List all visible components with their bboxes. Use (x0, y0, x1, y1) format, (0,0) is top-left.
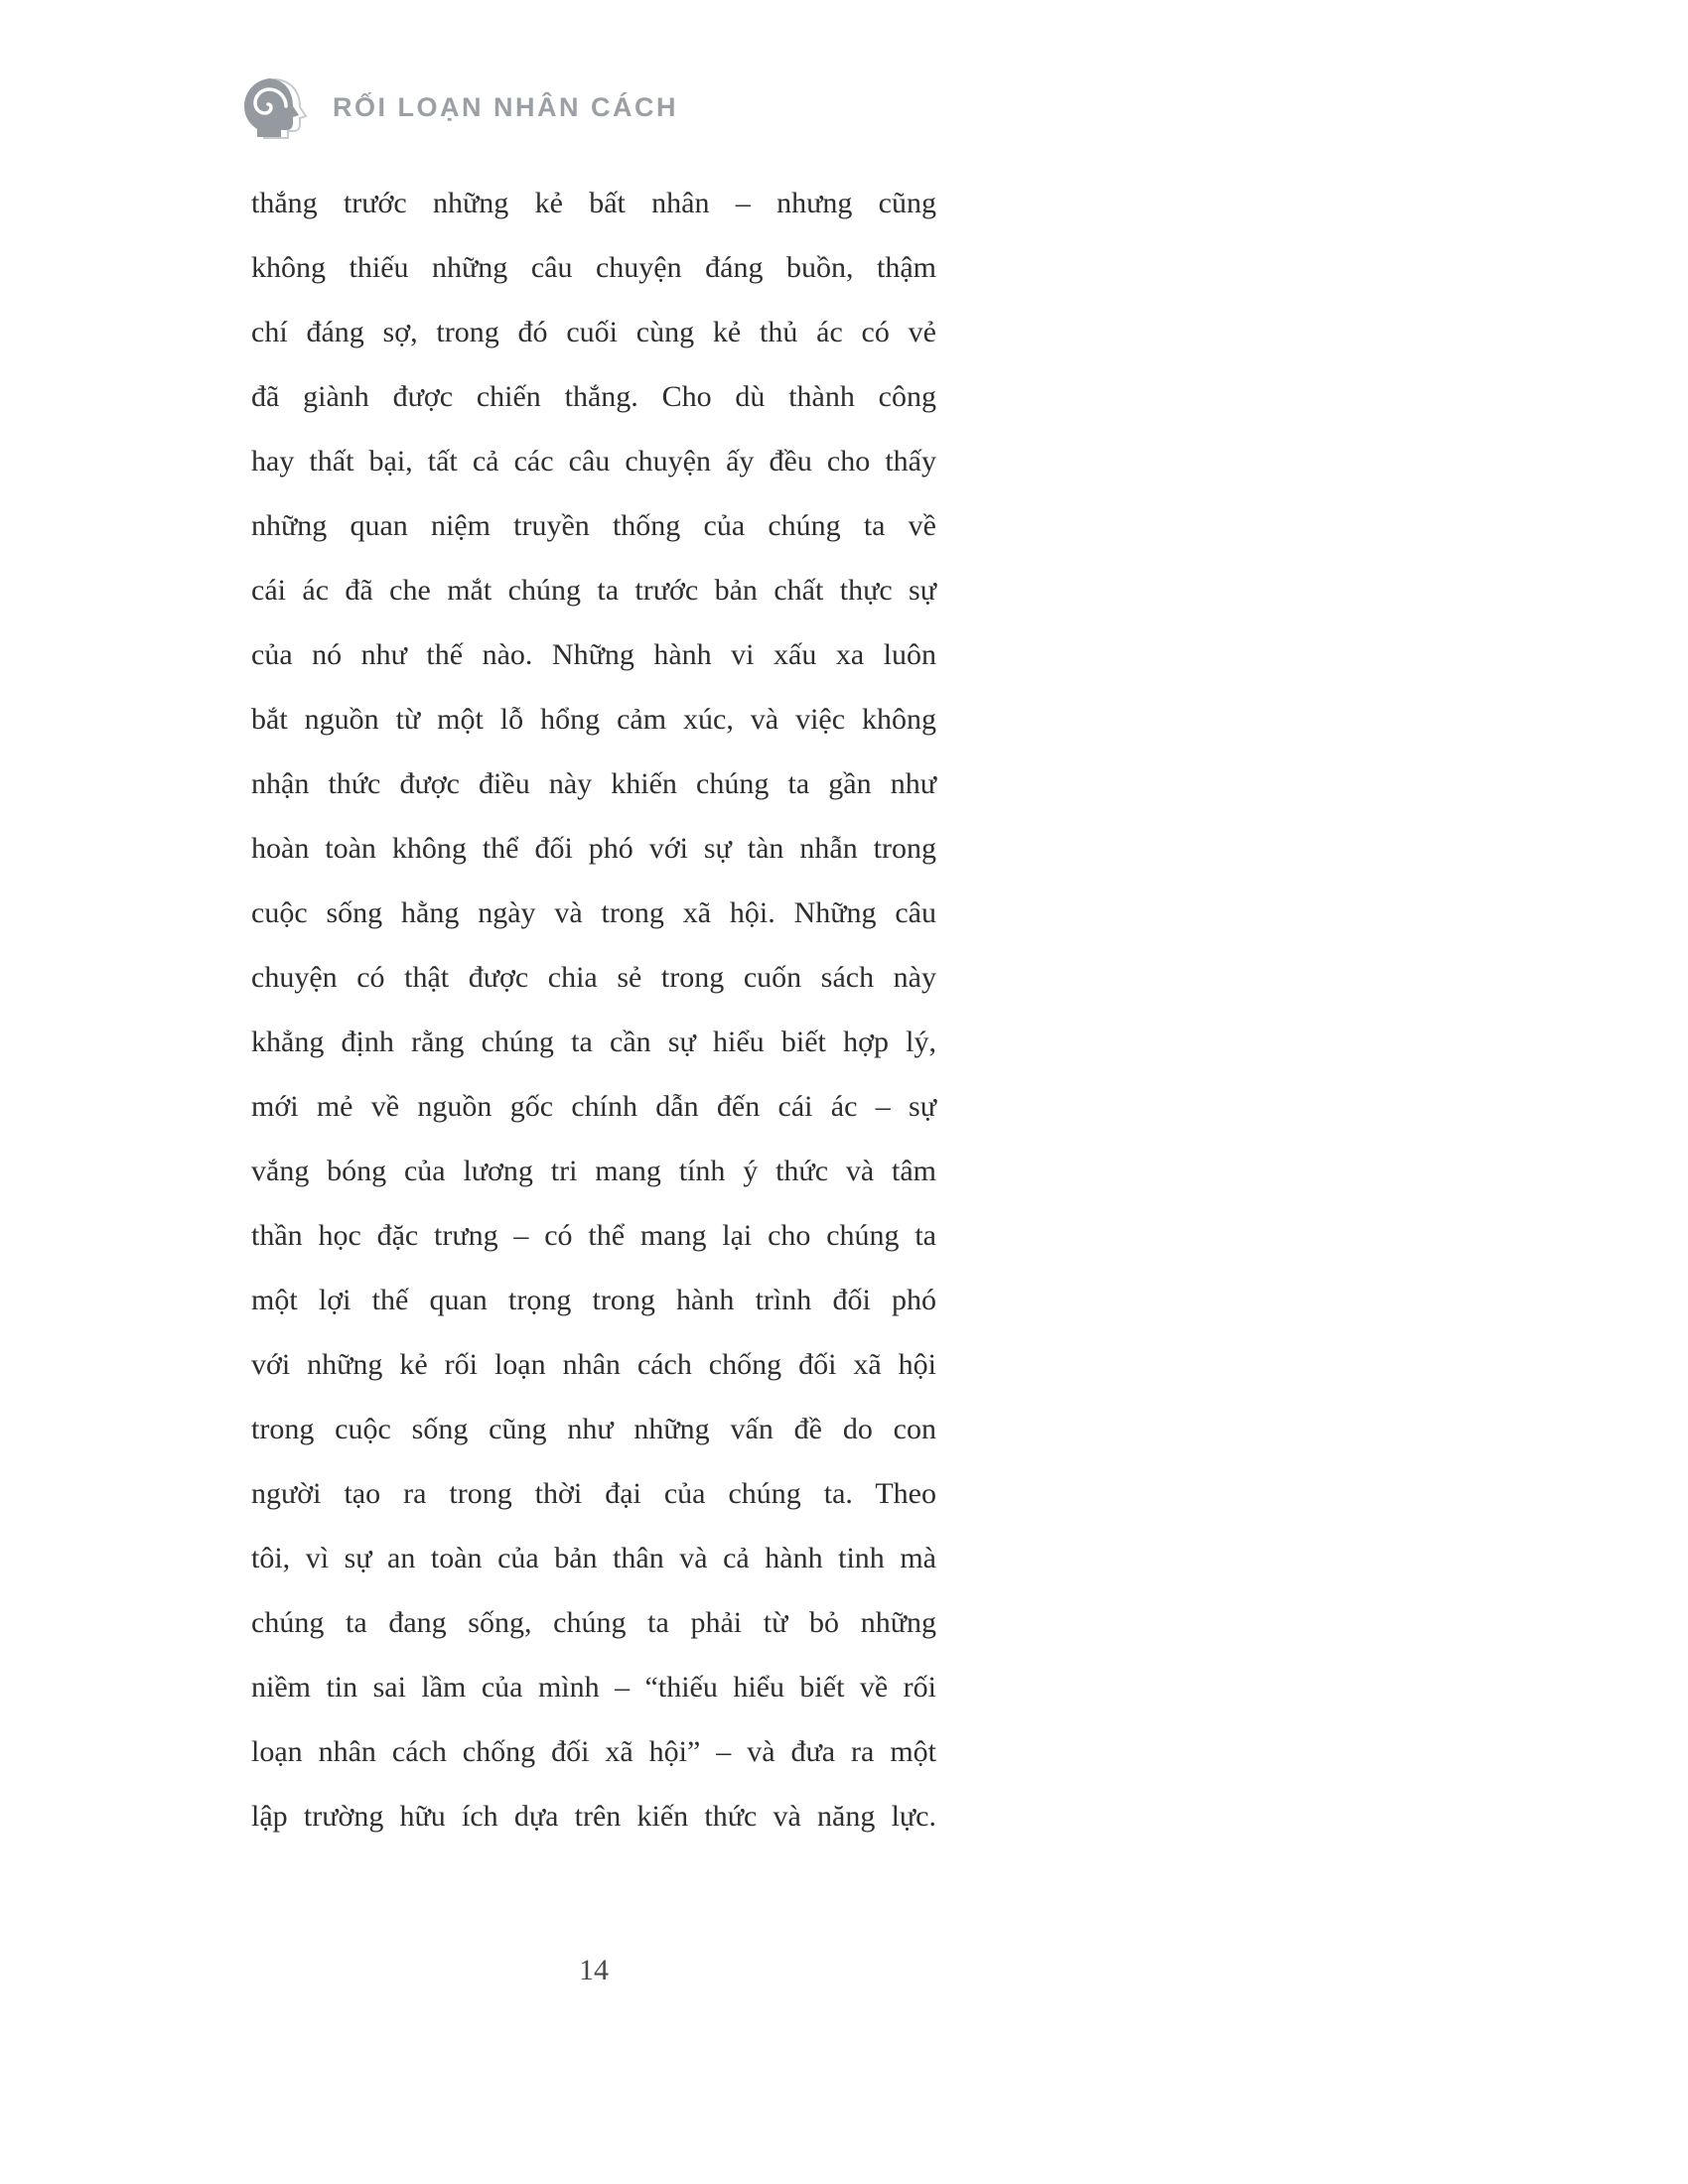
book-title: RỐI LOẠN NHÂN CÁCH (333, 91, 678, 122)
page-footer (251, 1954, 936, 1987)
text-line: bắt nguồn từ một lỗ hổng cảm xúc, và việc không (251, 703, 936, 736)
text-line: hoàn toàn không thể đối phó với sự tàn nhẫn trong (251, 832, 936, 865)
text-line: trong cuộc sống cũng như những vấn đề do con (251, 1413, 936, 1445)
text-line: người tạo ra trong thời đại của chúng ta. Theo (251, 1477, 936, 1510)
text-line: đã giành được chiến thắng. Cho dù thành công (251, 380, 936, 413)
text-line: tôi, vì sự an toàn của bản thân và cả hành tinh mà (251, 1542, 936, 1574)
text-line: cái ác đã che mắt chúng ta trước bản chất thực sự (251, 574, 936, 607)
text-line: không thiếu những câu chuyện đáng buồn, thậm (251, 251, 936, 284)
text-line: mới mẻ về nguồn gốc chính dẫn đến cái ác – sự (251, 1090, 936, 1123)
text-line: cuộc sống hằng ngày và trong xã hội. Những câu (251, 896, 936, 929)
text-line: nhận thức được điều này khiến chúng ta gần như (251, 767, 936, 800)
text-line: thắng trước những kẻ bất nhân – nhưng cũng (251, 187, 936, 219)
text-line: chúng ta đang sống, chúng ta phải từ bỏ những (251, 1606, 936, 1639)
text-line: loạn nhân cách chống đối xã hội” – và đưa ra một (251, 1735, 936, 1768)
text-line: một lợi thế quan trọng trong hành trình đối phó (251, 1284, 936, 1316)
text-line: những quan niệm truyền thống của chúng ta về (251, 509, 936, 542)
text-line: của nó như thế nào. Những hành vi xấu xa luôn (251, 638, 936, 671)
text-line: niềm tin sai lầm của mình – “thiếu hiểu biết về rối (251, 1671, 936, 1704)
page-header (241, 75, 678, 139)
text-line: chí đáng sợ, trong đó cuối cùng kẻ thủ ác có vẻ (251, 316, 936, 348)
head-spiral-logo-icon (241, 75, 317, 139)
text-line: khẳng định rằng chúng ta cần sự hiểu biết hợp lý, (251, 1025, 936, 1058)
text-line: hay thất bại, tất cả các câu chuyện ấy đều cho thấy (251, 445, 936, 478)
page-number: 14 (579, 1954, 609, 1986)
text-line: chuyện có thật được chia sẻ trong cuốn sách này (251, 961, 936, 994)
text-line: thần học đặc trưng – có thể mang lại cho chúng ta (251, 1219, 936, 1252)
text-line: lập trường hữu ích dựa trên kiến thức và năng lực. (251, 1800, 936, 1833)
text-line: với những kẻ rối loạn nhân cách chống đối xã hội (251, 1348, 936, 1381)
body-text-block (251, 171, 936, 1848)
text-line: vắng bóng của lương tri mang tính ý thức và tâm (251, 1155, 936, 1187)
